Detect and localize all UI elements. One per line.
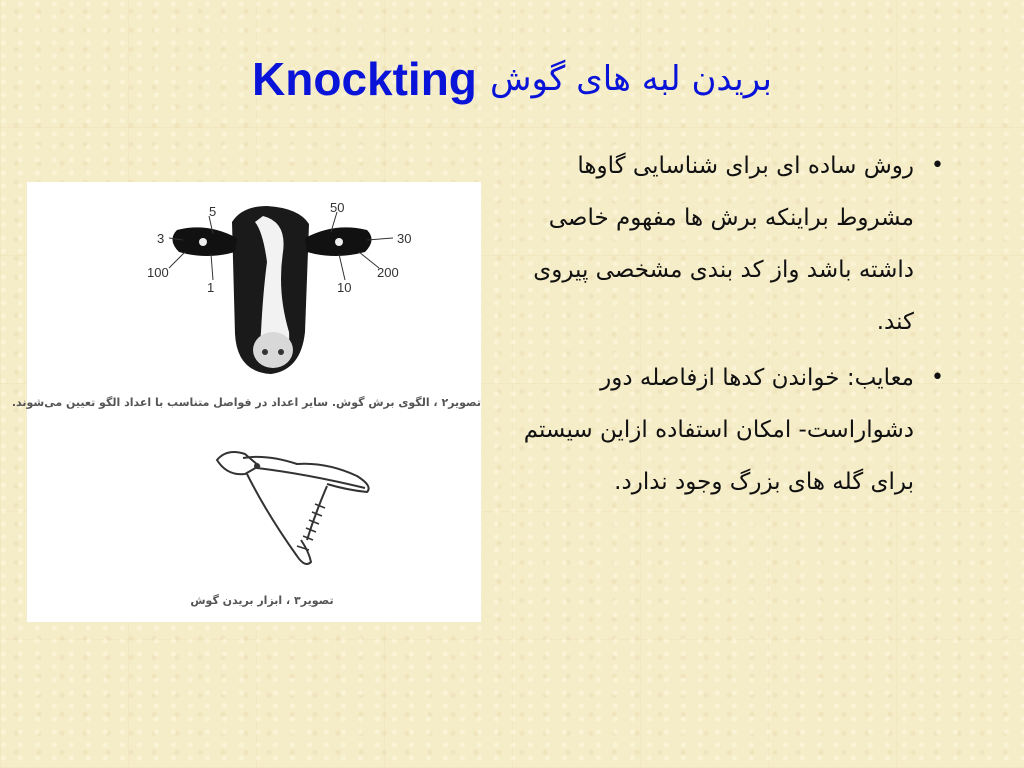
bullet-item — [520, 140, 948, 348]
title-latin: Knockting — [252, 53, 477, 105]
ear-code-left-outer: 100 — [147, 265, 169, 280]
ear-notcher-tool-illustration — [197, 444, 397, 584]
bullet-text: روش ساده ای برای شناسایی گاوها مشروط براینکه برش ها مفهوم خاصی داشته باشد واز کد بندی مشخصی پیروی کند. — [533, 153, 914, 335]
ear-code-left-side: 3 — [157, 231, 165, 246]
figure-caption-pattern: تصویر۲ ، الگوی برش گوش. سایر اعداد در فواصل متناسب با اعداد الگو تعیین می‌شوند. — [11, 396, 481, 409]
title-persian: بریدن لبه های گوش — [490, 59, 772, 99]
ear-code-left-top: 5 — [209, 204, 217, 219]
slide-title — [0, 52, 1024, 106]
ear-code-right-side: 30 — [397, 231, 412, 246]
bullet-dot-icon: • — [931, 153, 944, 178]
figure-panel — [11, 182, 481, 622]
figure-caption-tool: تصویر۳ ، ابزار بریدن گوش — [190, 594, 334, 607]
bullet-list — [520, 140, 948, 512]
bullet-text: معایب: خواندن کدها ازفاصله دور دشواراست- امکان استفاده ازاین سیستم برای گله های بزرگ وجود ندارد. — [523, 365, 914, 495]
cow-head-illustration — [27, 182, 481, 382]
ear-code-right-bottom: 10 — [337, 280, 352, 295]
cow-muzzle — [253, 332, 293, 368]
ear-code-right-top: 50 — [330, 200, 345, 215]
ear-code-right-outer: 200 — [377, 265, 399, 280]
bullet-item — [520, 352, 948, 508]
ear-code-left-bottom: 1 — [207, 280, 215, 295]
bullet-dot-icon: • — [931, 365, 944, 390]
